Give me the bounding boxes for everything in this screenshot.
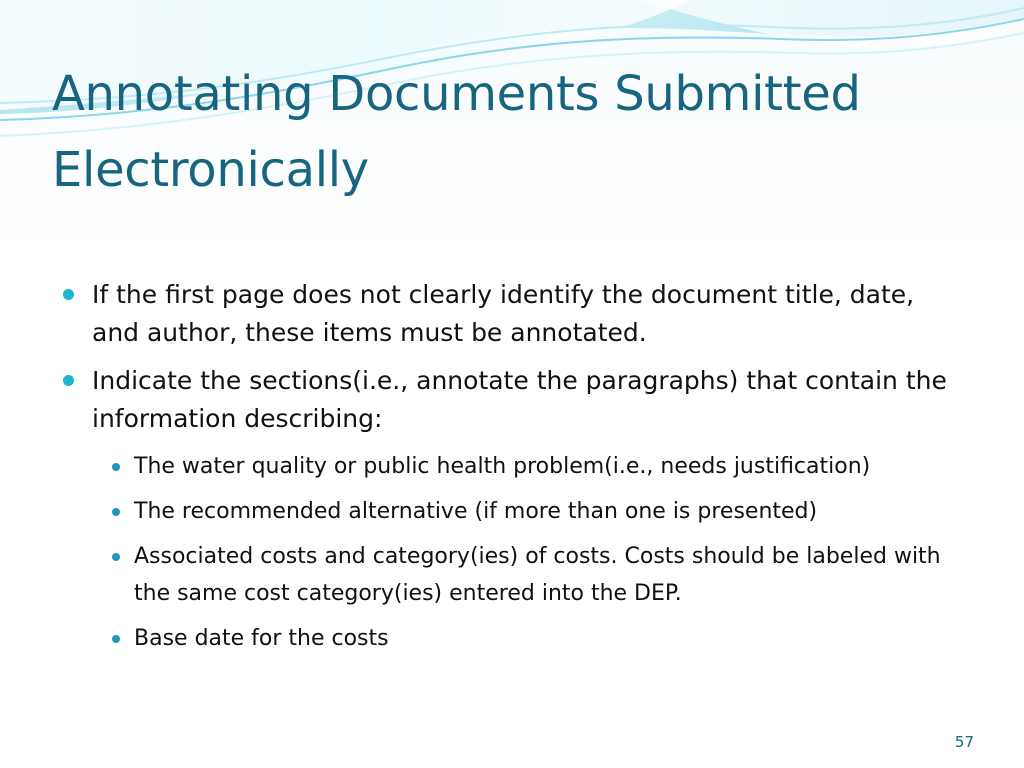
slide-number: 57	[954, 733, 974, 751]
bullet-text: If the first page does not clearly identify the document title, date, and author, these items must be annotated.	[92, 280, 915, 347]
subbullet-text: Associated costs and category(ies) of costs. Costs should be labeled with the same cost category(ies) entered into the DEP.	[134, 544, 941, 606]
subbullet-item-water-quality	[104, 448, 954, 485]
subbullet-item-associated-costs	[104, 538, 954, 612]
bullet-dot-icon	[63, 289, 74, 300]
slide-content	[62, 276, 962, 665]
subbullet-dot-icon	[112, 463, 120, 471]
subbullet-text: The recommended alternative (if more than one is presented)	[134, 499, 818, 524]
slide-title: Annotating Documents Submitted Electronically	[52, 66, 861, 198]
subbullet-dot-icon	[112, 508, 120, 516]
subbullet-list	[104, 448, 954, 657]
subbullet-text: Base date for the costs	[134, 626, 389, 651]
subbullet-dot-icon	[112, 635, 120, 643]
subbullet-item-recommended-alternative	[104, 493, 954, 530]
bullet-item-sections	[62, 362, 962, 438]
subbullet-dot-icon	[112, 553, 120, 561]
subbullet-text: The water quality or public health problem(i.e., needs justification)	[134, 454, 871, 479]
bullet-item-first-page	[62, 276, 962, 352]
bullet-dot-icon	[63, 375, 74, 386]
bullet-text: Indicate the sections(i.e., annotate the paragraphs) that contain the information describing:	[92, 366, 947, 433]
subbullet-item-base-date	[104, 620, 954, 657]
